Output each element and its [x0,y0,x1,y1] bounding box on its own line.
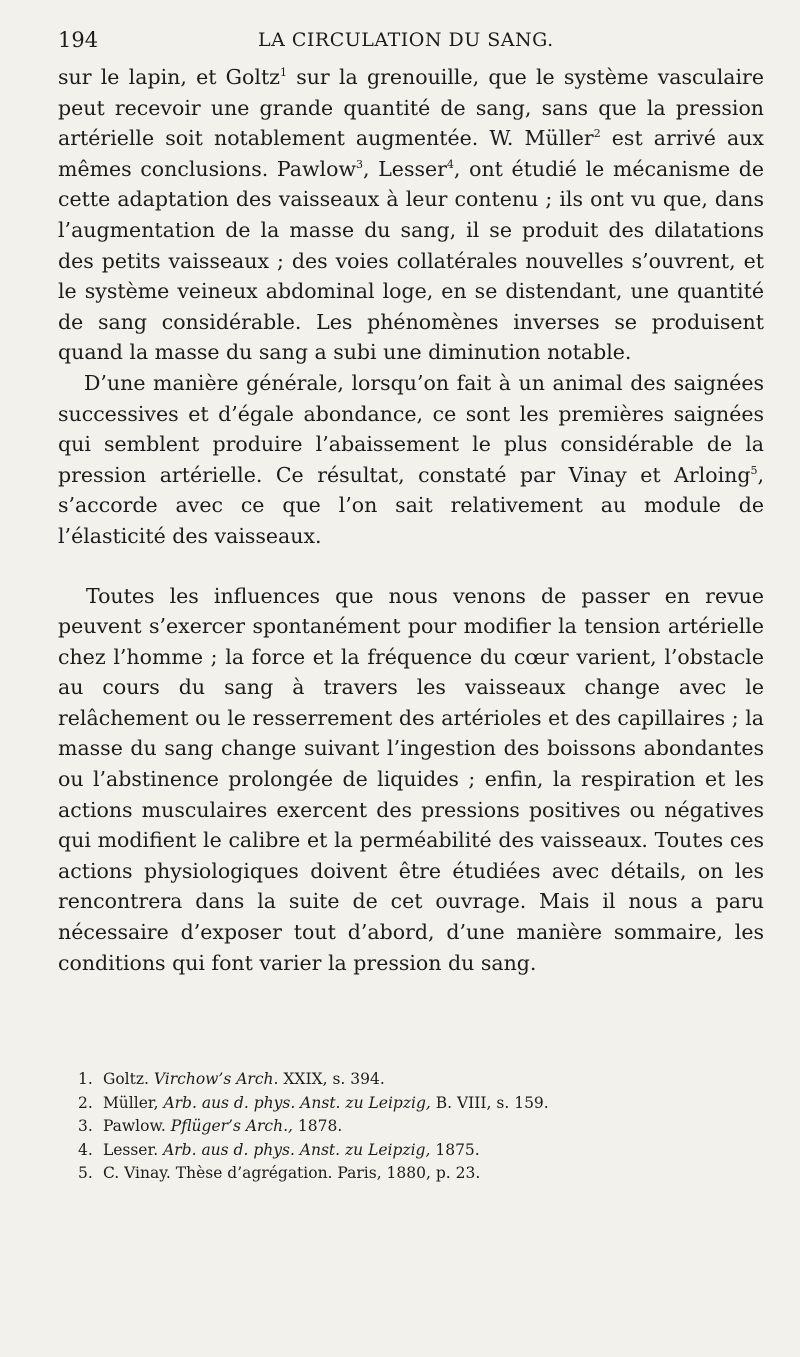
page-number: 194 [58,28,99,52]
text-run: , ont étudié le mécanisme de cette adaptation des vaisseaux à leur contenu ; ils ont vu que, dans l’augmentation de la masse du sang, il se produit des dilatations des petits vaisseaux ; des voies collatérales nouvelles s’ouvrent, et le système veineux abdominal loge, en se distendant, une quantité de sang considérable. Les phénomènes inverses se produisent quand la masse du sang a subi une diminution notable. [58,156,764,365]
footnote-ref: 1 [279,66,287,80]
footnote-source: Virchow’s Arch. [153,1070,279,1088]
footnote-source: Arb. aus d. phys. Anst. zu Leipzig, [163,1140,431,1159]
footnotes [78,1068,758,1186]
footnote-number: 4. [78,1140,93,1159]
footnote-detail: 1878. [297,1117,343,1135]
text-run: sur la grenouille, que le système vasculaire peut recevoir une grande quantité de sang, sans que la pression artérielle soit notablement augmentée. W. Müller [58,65,764,151]
text-run: , Lesser [363,156,447,181]
footnote [78,1115,758,1139]
footnote-author: Goltz. [102,1070,149,1088]
footnote-author: Müller, [102,1093,159,1112]
page-header [58,28,758,58]
footnote-author: C. Vinay. Thèse d’agrégation. Paris, 1880, p. 23. [102,1164,481,1182]
footnote [78,1162,758,1186]
footnote-detail: 1875. [435,1140,480,1159]
text-run: sur le lapin, et Goltz [58,65,280,89]
footnote-detail: XXIX, s. 394. [283,1070,385,1088]
footnote [78,1092,758,1116]
text-run: est arrivé aux mêmes conclusions. Pawlow [58,126,764,181]
text-run: , s’accorde avec ce que l’on sait relativement au module de l’élasticité des vaisseaux. [58,462,764,548]
footnote [78,1139,758,1163]
footnote-ref: 2 [593,127,601,141]
footnote-author: Pawlow. [102,1117,166,1135]
footnote-ref: 3 [356,157,364,171]
footnote-source: Arb. aus d. phys. Anst. zu Leipzig, [163,1093,431,1112]
footnote-number: 3. [78,1117,93,1135]
footnote-source: Pflüger’s Arch., [170,1117,293,1135]
footnote [78,1068,758,1092]
footnote-ref: 4 [446,157,454,171]
paragraph [58,368,764,552]
paragraph [58,62,764,368]
paragraph: Toutes les influences que nous venons de passer en revue peuvent s’exercer spontanément pour modifier la tension artérielle chez l’homme ; la force et la fréquence du cœur varient, l’obstacle au cours du sang à travers les vaisseaux change avec le relâchement ou le resserrement des artérioles et des capillaires ; la masse du sang change suivant l’ingestion des boissons abondantes ou l’abstinence prolongée de liquides ; enfin, la respiration et les actions musculaires exercent des pressions positives ou négatives qui modifient le calibre et la perméabilité des vaisseaux. Toutes ces actions physiologiques doivent être étudiées avec détails, on les rencontrera dans la suite de cet ouvrage. Mais il nous a paru nécessaire d’exposer tout d’abord, d’une manière sommaire, les conditions qui font varier la pression du sang. [58,583,764,975]
footnote-detail: B. VIII, s. 159. [435,1093,549,1112]
main-text [58,62,764,978]
footnote-author: Lesser. [102,1140,159,1159]
text-run: D’une manière générale, lorsqu’on fait à un animal des saignées successives et d’égale abondance, ce sont les premières saignées qui semblent produire l’abaissement le plus considérable de la pression artérielle. Ce résultat, constaté par Vinay et Arloing [58,370,764,487]
footnote-number: 2. [78,1093,93,1112]
running-title: LA CIRCULATION DU SANG. [258,29,554,51]
footnote-number: 5. [78,1164,93,1182]
footnote-number: 1. [78,1070,93,1088]
footnote-ref: 5 [750,463,758,477]
